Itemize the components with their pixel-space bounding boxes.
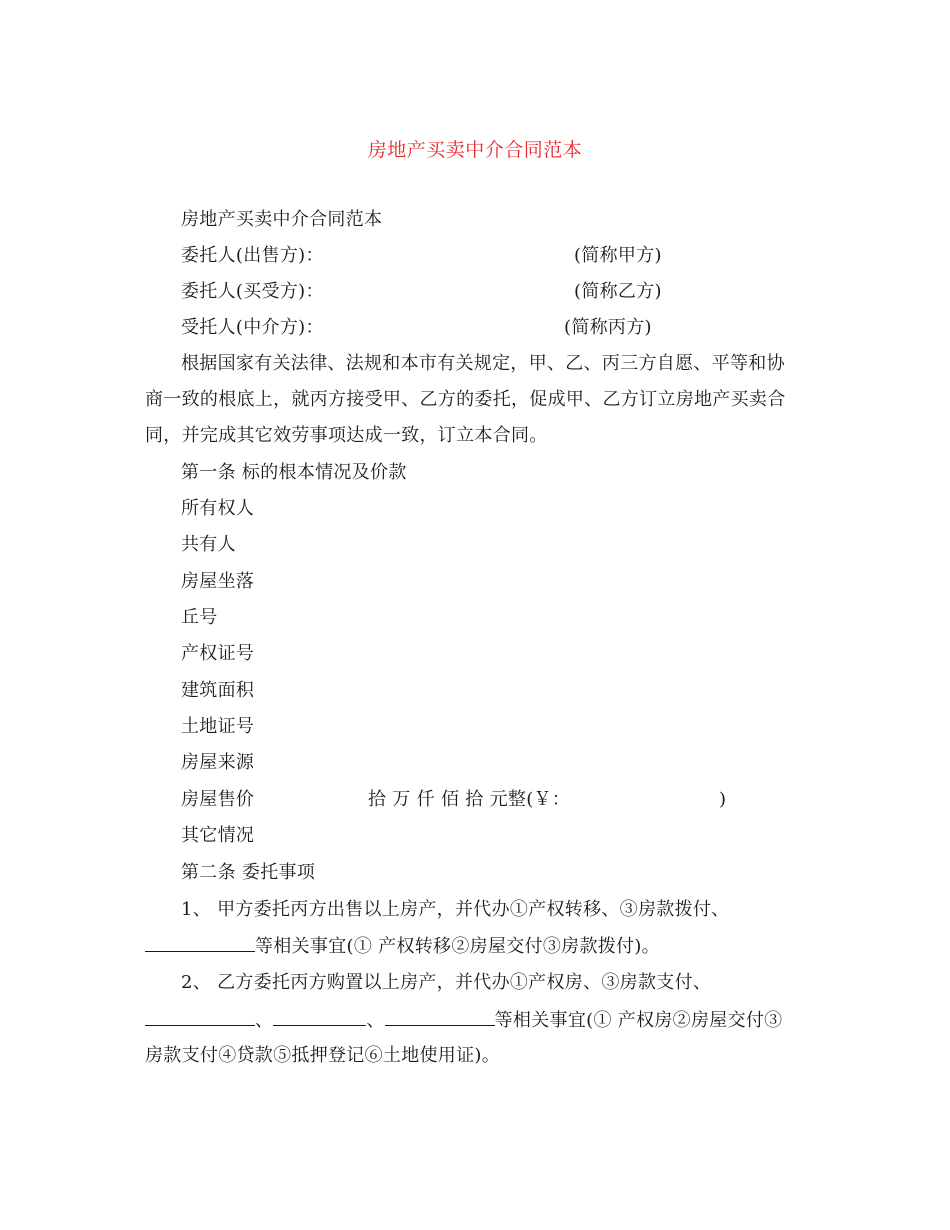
party-buyer — [181, 280, 881, 304]
field-lot-number: 丘号 — [181, 607, 218, 628]
party-agent-label: 受托人(中介方)： — [181, 317, 324, 338]
field-owner: 所有权人 — [181, 498, 255, 519]
article2-heading: 第二条 委托事项 — [181, 862, 316, 883]
item2-separator: 、 — [366, 1010, 385, 1031]
article1-heading: 第一条 标的根本情况及价款 — [181, 462, 407, 483]
preamble-line-2: 商一致的根底上，就丙方接受甲、乙方的委托，促成甲、乙方订立房地产买卖合 — [145, 389, 786, 410]
item1-line-2 — [145, 934, 660, 959]
field-title-cert: 产权证号 — [181, 643, 255, 664]
field-source: 房屋来源 — [181, 752, 255, 773]
party-buyer-alias: (简称乙方) — [574, 281, 662, 302]
item2-separator: 、 — [255, 1010, 274, 1031]
party-seller-alias: (简称甲方) — [574, 245, 662, 266]
price-label: 房屋售价 — [181, 789, 255, 810]
field-co-owner: 共有人 — [181, 534, 236, 555]
item2-line-2-text: 等相关事宜(① 产权房②房屋交付③ — [494, 1010, 783, 1031]
item1-line-2-text: 等相关事宜(① 产权转移②房屋交付③房款拨付)。 — [255, 936, 660, 957]
field-location: 房屋坐落 — [181, 571, 255, 592]
field-other: 其它情况 — [181, 825, 255, 846]
field-price — [181, 788, 781, 812]
party-buyer-label: 委托人(买受方)： — [181, 281, 324, 302]
preamble-line-3: 同，并完成其它效劳事项达成一致，订立本合同。 — [145, 425, 548, 446]
item1-line-1: 1、 甲方委托丙方出售以上房产，并代办①产权转移、③房款拨付、 — [181, 899, 730, 920]
item2-line-3: 房款支付④贷款⑤抵押登记⑥土地使用证)。 — [145, 1045, 501, 1066]
heading-repeat: 房地产买卖中介合同范本 — [181, 209, 383, 230]
field-floor-area: 建筑面积 — [181, 680, 255, 701]
item2-line-1: 2、 乙方委托丙方购置以上房产，并代办①产权房、③房款支付、 — [181, 972, 712, 993]
price-units: 拾 万 仟 佰 拾 元整(￥： — [368, 789, 571, 810]
blank-field[interactable] — [273, 1008, 366, 1026]
field-land-cert: 土地证号 — [181, 716, 255, 737]
price-close: ) — [719, 789, 727, 810]
blank-field[interactable] — [385, 1008, 495, 1026]
preamble-line-1: 根据国家有关法律、法规和本市有关规定，甲、乙、丙三方自愿、平等和协 — [181, 353, 785, 374]
party-agent-alias: (简称丙方) — [564, 317, 652, 338]
party-seller — [181, 244, 881, 268]
item2-line-2 — [145, 1008, 782, 1033]
document-title: 房地产买卖中介合同范本 — [367, 139, 583, 161]
blank-field[interactable] — [145, 1008, 255, 1026]
party-agent — [181, 316, 881, 340]
blank-field[interactable] — [145, 934, 255, 952]
party-seller-label: 委托人(出售方)： — [181, 245, 324, 266]
